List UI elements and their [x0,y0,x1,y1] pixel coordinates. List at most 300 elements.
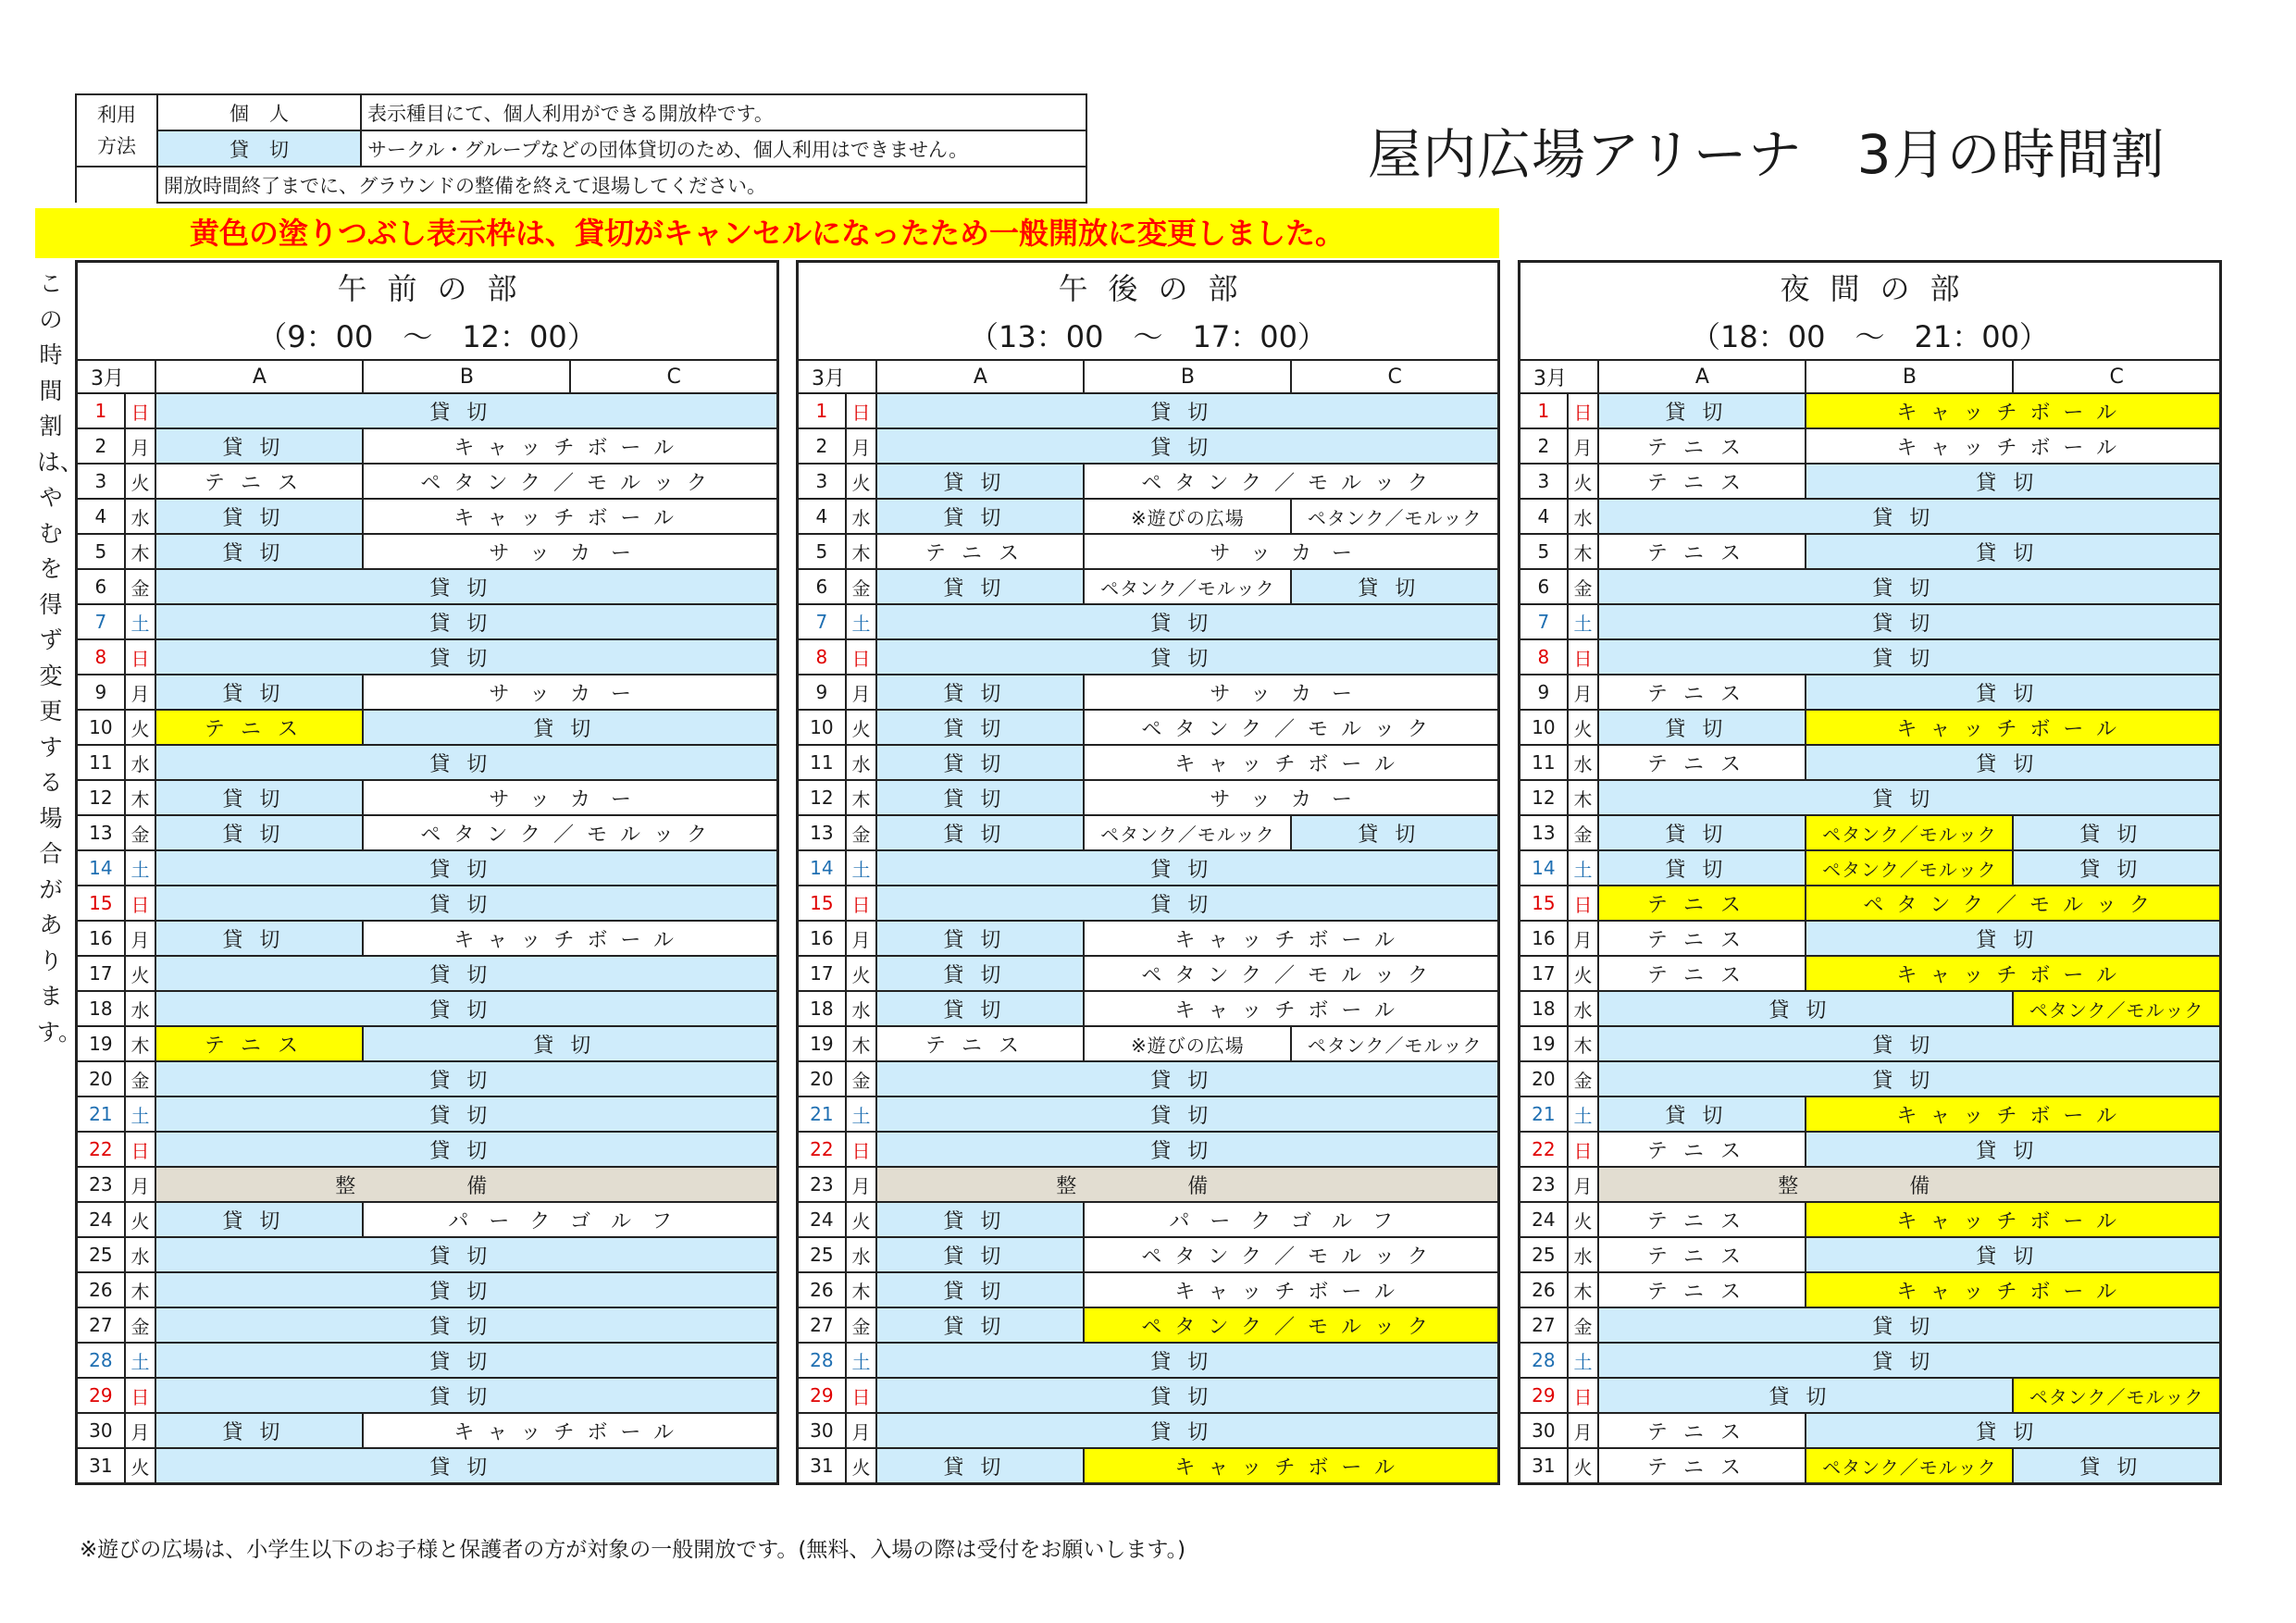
weekday: 月 [1568,921,1599,956]
schedule-slot: ※遊びの広場 [1084,1026,1291,1061]
schedule-slot: 貸切 [876,1096,1498,1132]
weekday: 水 [846,991,877,1026]
weekday: 月 [125,675,156,710]
schedule-slot: ペタンク／モルック [1806,886,2220,921]
schedule-slot: 貸切 [876,1237,1084,1272]
weekday: 水 [846,1237,877,1272]
day-number: 6 [77,569,125,604]
schedule-slot: 貸切 [155,1096,777,1132]
schedule-slot: テニス [1598,1413,1806,1448]
schedule-slot: サッカー [1084,780,1498,815]
day-number: 16 [798,921,846,956]
weekday: 日 [1568,886,1599,921]
day-number: 20 [77,1061,125,1096]
table-row [798,675,1499,710]
session-time: （9：00 ～ 12：00） [77,311,778,360]
schedule-slot: 貸切 [1598,1026,2220,1061]
court-header: C [2013,360,2220,393]
day-number: 15 [1520,886,1568,921]
schedule-slot: 貸切 [155,886,777,921]
day-number: 6 [798,569,846,604]
day-number: 25 [77,1237,125,1272]
schedule-slot: サッカー [363,534,777,569]
day-number: 23 [1520,1167,1568,1202]
session-time: （13：00 ～ 17：00） [798,311,1499,360]
day-number: 31 [1520,1448,1568,1484]
schedule-slot: 貸切 [1598,815,1806,850]
schedule-slot: 貸切 [876,1378,1498,1413]
schedule-slot: キャッチボール [1084,745,1498,780]
table-row [1520,921,2221,956]
schedule-slot: テニス [155,710,363,745]
table-row [798,991,1499,1026]
schedule-slot: 貸切 [155,639,777,675]
weekday: 火 [1568,1202,1599,1237]
day-number: 26 [798,1272,846,1307]
schedule-slot: ※遊びの広場 [1084,499,1291,534]
day-number: 16 [1520,921,1568,956]
schedule-slot: 貸切 [876,815,1084,850]
schedule-slot: 貸切 [155,675,363,710]
weekday: 月 [1568,1167,1599,1202]
court-header: B [363,360,570,393]
schedule-slot: ペタンク／モルック [1084,815,1291,850]
day-number: 16 [77,921,125,956]
day-number: 29 [798,1378,846,1413]
schedule-slot: 貸切 [363,710,777,745]
day-number: 9 [77,675,125,710]
day-number: 15 [798,886,846,921]
table-row [77,675,778,710]
weekday: 火 [846,1448,877,1484]
weekday: 木 [1568,534,1599,569]
table-row [798,886,1499,921]
schedule-slot: ペタンク／モルック [1806,815,2013,850]
schedule-slot: 整備 [155,1167,777,1202]
table-row [1520,780,2221,815]
schedule-slot: ペタンク／モルック [2013,1378,2220,1413]
schedule-slot: 貸切 [1598,393,1806,428]
table-row [1520,745,2221,780]
weekday: 月 [125,921,156,956]
schedule-slot: 貸切 [155,1237,777,1272]
session-name: 夜間の部 [1520,262,2221,312]
table-row [1520,815,2221,850]
weekday: 日 [125,886,156,921]
day-number: 8 [798,639,846,675]
table-row [798,604,1499,639]
schedule-slot: 貸切 [1598,1343,2220,1378]
weekday: 日 [846,639,877,675]
schedule-slot: 貸切 [876,604,1498,639]
schedule-slot: 貸切 [1806,1237,2220,1272]
table-row [77,1132,778,1167]
schedule-slot: 貸切 [876,393,1498,428]
weekday: 月 [125,1413,156,1448]
table-row [77,921,778,956]
schedule-slot: 貸切 [1598,991,2013,1026]
day-number: 22 [77,1132,125,1167]
weekday: 土 [846,604,877,639]
schedule-table-morning [75,260,779,1485]
weekday: 金 [125,815,156,850]
day-number: 11 [77,745,125,780]
schedule-slot: テニス [876,534,1084,569]
day-number: 19 [1520,1026,1568,1061]
weekday: 水 [125,499,156,534]
schedule-slot: 貸切 [876,1307,1084,1343]
legend-type-kashikiri: 貸切 [157,130,361,167]
weekday: 月 [846,921,877,956]
table-row [798,1343,1499,1378]
weekday: 日 [125,393,156,428]
day-number: 27 [798,1307,846,1343]
day-number: 30 [1520,1413,1568,1448]
weekday: 木 [125,1026,156,1061]
day-number: 28 [77,1343,125,1378]
schedule-slot: テニス [1598,534,1806,569]
schedule-slot: 貸切 [155,604,777,639]
schedule-table-evening [1518,260,2222,1485]
cancellation-notice: 黄色の塗りつぶし表示枠は、貸切がキャンセルになったため一般開放に変更しました。 [35,208,1499,258]
schedule-slot: 貸切 [155,499,363,534]
page-title: 屋内広場アリーナ 3月の時間割 [1368,123,2166,186]
weekday: 火 [125,710,156,745]
day-number: 8 [1520,639,1568,675]
weekday: 日 [125,1378,156,1413]
weekday: 土 [846,850,877,886]
table-row [77,1343,778,1378]
table-row [77,1413,778,1448]
weekday: 水 [1568,499,1599,534]
schedule-slot: 貸切 [876,710,1084,745]
schedule-slot: 貸切 [155,850,777,886]
schedule-slot: 貸切 [1806,1132,2220,1167]
day-number: 15 [77,886,125,921]
day-number: 29 [1520,1378,1568,1413]
table-row [798,1272,1499,1307]
schedule-slot: テニス [155,464,363,499]
schedule-slot: ペタンク／モルック [1084,464,1498,499]
schedule-slot: 貸切 [1291,569,1498,604]
schedule-slot: ペタンク／モルック [1084,569,1291,604]
schedule-slot: ペタンク／モルック [1291,499,1498,534]
day-number: 26 [77,1272,125,1307]
schedule-slot: 貸切 [876,1272,1084,1307]
schedule-slot: パークゴルフ [1084,1202,1498,1237]
table-row [77,815,778,850]
schedule-slot: 貸切 [1806,921,2220,956]
day-number: 19 [77,1026,125,1061]
table-row [1520,1096,2221,1132]
day-number: 1 [798,393,846,428]
table-row [798,428,1499,464]
schedule-slot: 貸切 [1291,815,1498,850]
schedule-slot: 整備 [876,1167,1498,1202]
day-number: 24 [798,1202,846,1237]
day-number: 9 [798,675,846,710]
table-row [1520,1343,2221,1378]
weekday: 金 [125,1307,156,1343]
weekday: 金 [846,815,877,850]
table-row [77,393,778,428]
schedule-slot: 貸切 [1806,745,2220,780]
day-number: 13 [798,815,846,850]
weekday: 土 [125,1343,156,1378]
table-row [1520,1413,2221,1448]
weekday: 火 [125,956,156,991]
table-row [77,1096,778,1132]
schedule-slot: テニス [1598,1272,1806,1307]
schedule-slot: 貸切 [1598,604,2220,639]
day-number: 24 [77,1202,125,1237]
schedule-slot: 貸切 [876,745,1084,780]
weekday: 日 [846,1132,877,1167]
schedule-slot: 貸切 [155,745,777,780]
schedule-slot: 貸切 [2013,1448,2220,1484]
table-row [77,1378,778,1413]
table-row [1520,428,2221,464]
day-number: 27 [1520,1307,1568,1343]
table-row [1520,1202,2221,1237]
schedule-slot: テニス [1598,1237,1806,1272]
weekday: 土 [125,1096,156,1132]
weekday: 月 [846,1413,877,1448]
weekday: 月 [1568,1413,1599,1448]
schedule-slot: キャッチボール [363,499,777,534]
schedule-slot: キャッチボール [363,1413,777,1448]
table-row [798,1378,1499,1413]
schedule-slot: 貸切 [1806,1413,2220,1448]
table-row [798,850,1499,886]
schedule-slot: 貸切 [155,534,363,569]
day-number: 13 [1520,815,1568,850]
day-number: 14 [798,850,846,886]
schedule-slot: 貸切 [876,886,1498,921]
table-row [77,1026,778,1061]
schedule-slot: 貸切 [1598,850,1806,886]
day-number: 21 [798,1096,846,1132]
day-number: 3 [1520,464,1568,499]
schedule-slot: 貸切 [155,1378,777,1413]
schedule-slot: テニス [155,1026,363,1061]
schedule-slot: ペタンク／モルック [1806,850,2013,886]
schedule-slot: ペタンク／モルック [1084,956,1498,991]
day-number: 11 [1520,745,1568,780]
weekday: 金 [846,569,877,604]
schedule-slot: キャッチボール [1806,393,2220,428]
table-row [77,604,778,639]
schedule-slot: 貸切 [155,921,363,956]
table-row [77,1202,778,1237]
weekday: 火 [125,1448,156,1484]
schedule-slot: 貸切 [876,1061,1498,1096]
schedule-slot: 貸切 [155,780,363,815]
weekday: 水 [125,991,156,1026]
table-row [77,991,778,1026]
table-row [77,780,778,815]
day-number: 7 [798,604,846,639]
weekday: 土 [125,850,156,886]
schedule-slot: パークゴルフ [363,1202,777,1237]
table-row [1520,639,2221,675]
schedule-slot: サッカー [363,780,777,815]
schedule-slot: サッカー [1084,534,1498,569]
day-number: 4 [1520,499,1568,534]
schedule-slot: テニス [1598,1448,1806,1484]
weekday: 月 [125,428,156,464]
schedule-slot: 貸切 [1598,1096,1806,1132]
table-row [1520,956,2221,991]
table-row [1520,534,2221,569]
schedule-slot: ペタンク／モルック [1291,1026,1498,1061]
court-header: C [1291,360,1498,393]
schedule-slot: 貸切 [155,1307,777,1343]
weekday: 木 [1568,780,1599,815]
schedule-slot: 貸切 [155,991,777,1026]
table-row [1520,1448,2221,1484]
table-row [1520,1167,2221,1202]
schedule-slot: 貸切 [155,1061,777,1096]
schedule-slot: 貸切 [155,815,363,850]
day-number: 24 [1520,1202,1568,1237]
schedule-slot: 貸切 [1806,464,2220,499]
schedule-slot: キャッチボール [1084,1448,1498,1484]
day-number: 13 [77,815,125,850]
footnote: ※遊びの広場は、小学生以下のお子様と保護者の方が対象の一般開放です。(無料、入場の際は受付をお願いします。) [80,1538,1186,1562]
usage-method-label [76,94,157,167]
weekday: 金 [125,1061,156,1096]
weekday: 月 [125,1167,156,1202]
weekday: 月 [846,428,877,464]
weekday: 水 [125,1237,156,1272]
day-number: 21 [77,1096,125,1132]
table-row [1520,1272,2221,1307]
weekday: 金 [846,1061,877,1096]
table-row [1520,1378,2221,1413]
table-row [798,1132,1499,1167]
table-row [77,886,778,921]
day-number: 2 [77,428,125,464]
schedule-slot: 貸切 [155,1448,777,1484]
weekday: 木 [846,780,877,815]
schedule-slot: ペタンク／モルック [1084,1307,1498,1343]
table-row [798,745,1499,780]
schedule-slot: キャッチボール [1084,1272,1498,1307]
day-number: 26 [1520,1272,1568,1307]
table-row [798,639,1499,675]
weekday: 土 [125,604,156,639]
schedule-slot: ペタンク／モルック [1806,1448,2013,1484]
schedule-slot: キャッチボール [1084,991,1498,1026]
schedule-slot: キャッチボール [363,428,777,464]
court-header: B [1084,360,1291,393]
schedule-slot: キャッチボール [1806,710,2220,745]
day-number: 23 [798,1167,846,1202]
weekday: 月 [846,1167,877,1202]
table-row [798,1307,1499,1343]
table-row [77,1272,778,1307]
weekday: 日 [1568,1132,1599,1167]
table-row [798,534,1499,569]
session-time: （18：00 ～ 21：00） [1520,311,2221,360]
table-row [798,464,1499,499]
weekday: 火 [1568,956,1599,991]
table-row [1520,569,2221,604]
day-number: 31 [798,1448,846,1484]
day-number: 25 [1520,1237,1568,1272]
table-row [1520,499,2221,534]
weekday: 水 [1568,745,1599,780]
day-number: 23 [77,1167,125,1202]
schedule-slot: ペタンク／モルック [2013,991,2220,1026]
table-row [77,499,778,534]
schedule-slot: テニス [1598,956,1806,991]
weekday: 木 [846,1026,877,1061]
table-row [798,499,1499,534]
table-row [798,569,1499,604]
schedule-slot: テニス [1598,886,1806,921]
schedule-slot: キャッチボール [1806,428,2220,464]
schedule-slot: ペタンク／モルック [1084,1237,1498,1272]
schedule-slot: 貸切 [1598,1378,2013,1413]
day-number: 17 [1520,956,1568,991]
schedule-slot: テニス [1598,1202,1806,1237]
schedule-slot: 貸切 [155,956,777,991]
weekday: 木 [125,780,156,815]
table-row [1520,675,2221,710]
day-number: 22 [798,1132,846,1167]
schedule-slot: 貸切 [1598,499,2220,534]
schedule-slot: 貸切 [1598,780,2220,815]
schedule-slot: 貸切 [876,956,1084,991]
schedule-slot: 貸切 [876,991,1084,1026]
month-header: 3月 [77,360,156,393]
table-row [77,850,778,886]
table-row [1520,1237,2221,1272]
day-number: 6 [1520,569,1568,604]
schedule-slot: サッカー [363,675,777,710]
legend-note: 開放時間終了までに、グラウンドの整備を終えて退場してください。 [157,167,1086,203]
schedule-slot: サッカー [1084,675,1498,710]
table-row [1520,393,2221,428]
day-number: 4 [77,499,125,534]
table-row [798,921,1499,956]
weekday: 火 [846,1202,877,1237]
day-number: 31 [77,1448,125,1484]
schedule-slot: キャッチボール [1806,1202,2220,1237]
weekday: 火 [846,710,877,745]
weekday: 木 [846,534,877,569]
schedule-slot: 貸切 [876,850,1498,886]
table-row [77,1167,778,1202]
schedule-slot: 貸切 [155,393,777,428]
table-row [77,569,778,604]
court-header: B [1806,360,2013,393]
day-number: 17 [77,956,125,991]
weekday: 水 [846,745,877,780]
table-row [77,1448,778,1484]
table-row [77,956,778,991]
weekday: 火 [1568,464,1599,499]
weekday: 金 [125,569,156,604]
month-header: 3月 [1520,360,1599,393]
weekday: 木 [1568,1272,1599,1307]
weekday: 日 [1568,639,1599,675]
day-number: 18 [1520,991,1568,1026]
schedule-slot: 貸切 [876,639,1498,675]
weekday: 日 [125,1132,156,1167]
